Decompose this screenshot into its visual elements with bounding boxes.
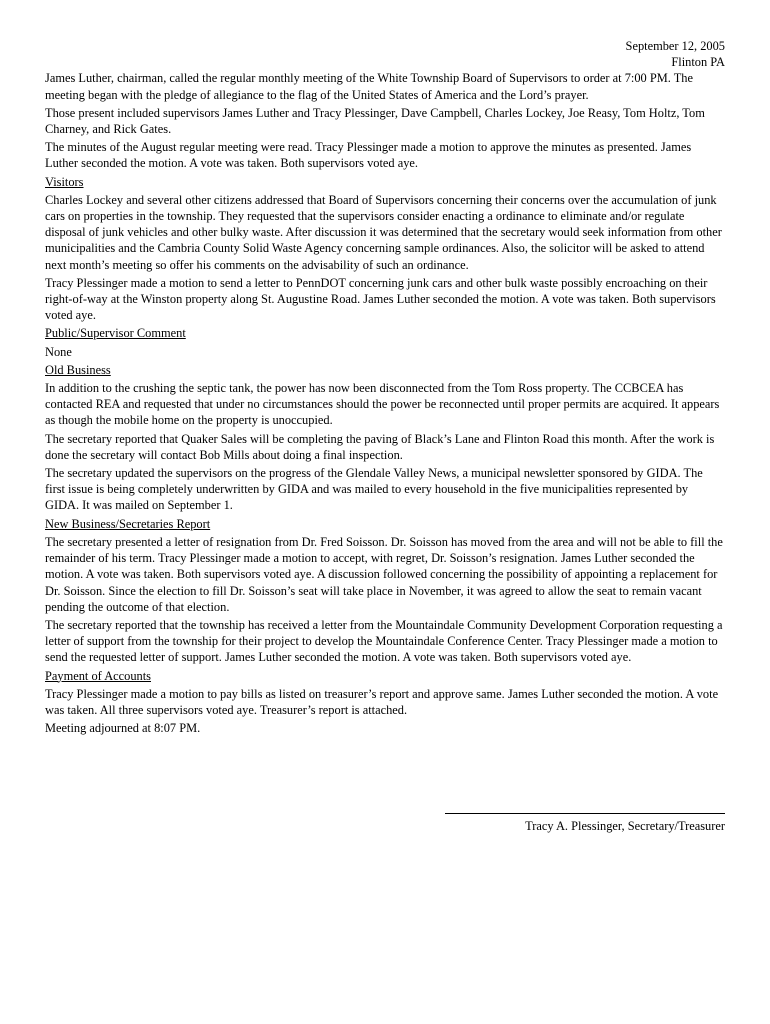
adjournment-paragraph: Meeting adjourned at 8:07 PM.	[45, 721, 201, 736]
visitors-paragraph-1: Charles Lockey and several other citizens addressed that Board of Supervisors concerning their concerns over the accumulation of junk cars on properties in the township. They requested that the supervisors consider enacting a ordinance to eliminate and/or regulate disposal of junk vehicles and other bulky waste. After discussion it was determined that the secretary would seek information from other municipalities and the Cambria County Solid Waste Agency concerning sample ordinances. Also, the solicitor will be asked to attend next month’s meeting so offer his comments on the advisability of such an ordinance.	[45, 192, 722, 272]
old-business-paragraph-3: The secretary updated the supervisors on the progress of the Glendale Valley News, a municipal newsletter sponsored by GIDA. The first issue is being completely underwritten by GIDA and was mailed to every household in the five municipalities represented by GIDA. It was mailed on September 1.	[45, 466, 703, 513]
old-business-paragraph-1: In addition to the crushing the septic tank, the power has now been disconnected from the Tom Ross property. The CCBCEA has contacted REA and requested that under no circumstances should the power be reconnected until proper permits are acquired. It appears as though the mobile home on the property is unoccupied.	[45, 381, 720, 428]
old-business-paragraph-2: The secretary reported that Quaker Sales will be completing the paving of Black’s Lane and Flinton Road this month. After the work is done the secretary will contact Bob Mills about doing a final inspection.	[45, 431, 715, 462]
payment-paragraph: Tracy Plessinger made a motion to pay bills as listed on treasurer’s report and approve same. James Luther seconded the motion. A vote was taken. All three supervisors voted aye. Treasurer’s report is attached.	[45, 686, 719, 717]
new-business-paragraph-2: The secretary reported that the township has received a letter from the Mountaindale Community Development Corporation requesting a letter of support from the township for their project to develop the Mountaindale Conference Center. Tracy Plessinger made a motion to send the requested letter of support. James Luther seconded the motion. A vote was taken. Both supervisors voted aye.	[45, 617, 723, 665]
header-date: September 12, 2005	[625, 39, 725, 53]
opening-paragraph: James Luther, chairman, called the regular monthly meeting of the White Township Board of Supervisors to order at 7:00 PM. The meeting began with the pledge of allegiance to the flag of the United States of America and the Lord’s prayer.	[45, 71, 693, 102]
attendance-paragraph: Those present included supervisors James Luther and Tracy Plessinger, Dave Campbell, Charles Lockey, Joe Reasy, Tom Holtz, Tom Charney, and Rick Gates.	[45, 105, 705, 137]
header-location: Flinton PA	[671, 55, 725, 70]
visitors-heading: Visitors	[45, 174, 84, 189]
public-comment-heading: Public/Supervisor Comment	[45, 326, 186, 341]
signature-line	[445, 813, 725, 814]
visitors-paragraph-2: Tracy Plessinger made a motion to send a letter to PennDOT concerning junk cars and other bulk waste possibly encroaching on their right-of-way at the Winston property along St. Augustine Road. James Luther seconded the motion. A vote was taken. Both supervisors voted aye.	[45, 275, 716, 323]
new-business-heading: New Business/Secretaries Report	[45, 516, 211, 531]
signature-block	[445, 813, 725, 834]
old-business-heading: Old Business	[45, 362, 111, 377]
public-comment-paragraph: None	[45, 344, 72, 359]
minutes-document	[45, 38, 725, 738]
new-business-paragraph-1: The secretary presented a letter of resignation from Dr. Fred Soisson. Dr. Soisson has moved from the area and will not be able to fill the remainder of his term. Tracy Plessinger made a motion to accept, with regret, Dr. Soisson’s resignation. James Luther seconded the motion. A vote was taken. Both supervisors voted aye. A discussion followed concerning the possibility of appointing a replacement for Dr. Soisson. Since the election to fill Dr. Soisson’s seat will take place in November, it was agreed to allow the seat to remain vacant pending the outcome of that election.	[45, 534, 723, 614]
minutes-approval-paragraph: The minutes of the August regular meeting were read. Tracy Plessinger made a motion to approve the minutes as presented. James Luther seconded the motion. A vote was taken. Both supervisors voted aye.	[45, 140, 692, 171]
signature-name: Tracy A. Plessinger, Secretary/Treasurer	[525, 819, 725, 833]
payment-heading: Payment of Accounts	[45, 668, 151, 683]
